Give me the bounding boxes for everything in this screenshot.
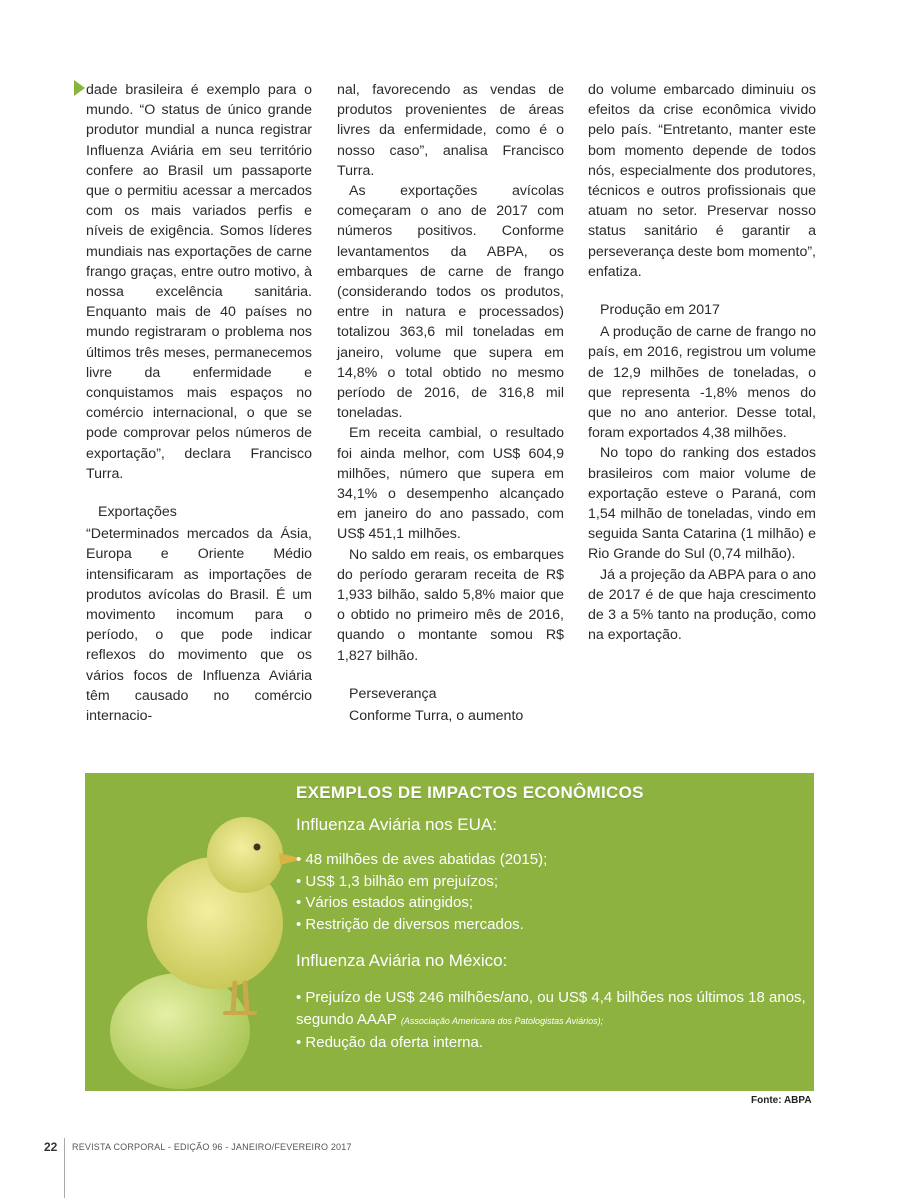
paragraph: Conforme Turra, o aumento	[349, 708, 524, 725]
article-column-1	[86, 80, 312, 726]
egg-shape	[110, 973, 250, 1089]
article-column-3	[588, 80, 816, 645]
section-heading-producao: Produção em 2017	[600, 302, 720, 319]
box-content	[296, 783, 806, 1054]
section-heading-exportacoes: Exportações	[98, 504, 177, 521]
paragraph: Em receita cambial, o resultado foi ainda melhor, com US$ 604,9 milhões, número que supera em 34,1% o desempenho alcançado em janeiro do ano passado, com US$ 451,1 milhões.	[337, 425, 564, 543]
chick-eye	[254, 844, 261, 851]
list-item	[296, 987, 806, 1032]
page-number: 22	[44, 1140, 58, 1154]
paragraph: As exportações avícolas começaram o ano de 2017 com números positivos. Conforme levantamentos da ABPA, os embarques de carne de frango (considerando todos os produtos, entre in natura e processados) totalizou 363,6 mil toneladas em janeiro, volume que supera em 14,8% o total obtido no mesmo período de 2016, de 316,8 mil toneladas.	[337, 183, 564, 422]
list-item-note: (Associação Americana dos Patologistas Aviários);	[400, 1015, 604, 1026]
paragraph-marker-icon	[74, 80, 85, 96]
list-item-text: • Prejuízo de US$ 246 milhões/ano, ou US$ 4,4 bilhões nos últimos 18 anos, segundo AAAP	[296, 989, 806, 1028]
source-credit: Fonte: ABPA	[751, 1095, 812, 1106]
box-subtitle-eua: Influenza Aviária nos EUA:	[296, 815, 497, 834]
paragraph: No topo do ranking dos estados brasileiros com maior volume de exportação esteve o Paraná, com 1,54 milhão de toneladas, vindo em seguida Santa Catarina (1 milhão) e Rio Grande do Sul (0,74 milhão).	[588, 445, 816, 563]
box-title: EXEMPLOS DE IMPACTOS ECONÔMICOS	[296, 783, 644, 802]
paragraph: nal, favorecendo as vendas de produtos provenientes de áreas livres da enfermidade, como é o nosso caso”, analisa Francisco Turra.	[337, 82, 564, 179]
chick-head	[207, 817, 283, 893]
article-column-2	[337, 80, 564, 726]
list-item: • Redução da oferta interna.	[296, 1034, 484, 1051]
impact-list-eua	[296, 849, 806, 935]
list-item: • 48 milhões de aves abatidas (2015);	[296, 851, 548, 868]
economic-impacts-box	[85, 773, 814, 1091]
paragraph: No saldo em reais, os embarques do período geraram receita de R$ 1,933 bilhão, saldo 5,8% maior que o obtido no primeiro mês de 2016, quando o montante somou R$ 1,827 bilhão.	[337, 546, 564, 664]
list-item: • Restrição de diversos mercados.	[296, 915, 524, 933]
footer-divider	[64, 1138, 65, 1198]
footer-publication-info: REVISTA CORPORAL - EDIÇÃO 96 - JANEIRO/FEVEREIRO 2017	[72, 1142, 352, 1152]
box-subtitle-mexico: Influenza Aviária no México:	[296, 951, 508, 970]
paragraph: dade brasileira é exemplo para o mundo. “O status de único grande produtor mundial a nunca registrar Influenza Aviária em seu território confere ao Brasil um passaporte que o permitiu acessar a mercados com os mais variados perfis e níveis de exigência. Somos líderes mundiais nas exportações de carne frango graças, entre outro motivo, à nossa excelência sanitária. Enquanto mais de 40 países no mundo registraram o problema nos últimos três meses, permanecemos livre da enfermidade e conquistamos mais espaços no comércio internacional, o que se pode comprovar pelos números de exportação”, declara Francisco Turra.	[86, 82, 312, 482]
list-item: • Vários estados atingidos;	[296, 894, 474, 911]
list-item: • US$ 1,3 bilhão em prejuízos;	[296, 872, 499, 890]
paragraph: do volume embarcado diminuiu os efeitos da crise econômica vivido pelo país. “Entretanto, manter este bom momento depende de todos nós, especialmente dos produtores, técnicos e outros profissionais que atuam no setor. Preservar nosso status sanitário é garantir a perseverança deste bom momento”, enfatiza.	[588, 82, 816, 280]
section-heading-perseveranca: Perseverança	[349, 685, 437, 702]
impact-list-mexico	[296, 987, 806, 1054]
paragraph: Já a projeção da ABPA para o ano de 2017 é de que haja crescimento de 3 a 5% tanto na produção, como na exportação.	[588, 566, 816, 644]
paragraph: A produção de carne de frango no país, em 2016, registrou um volume de 12,9 milhões de toneladas, o que representa -1,8% menos do que no ano anterior. Desse total, foram exportados 4,38 milhões.	[588, 324, 816, 442]
paragraph: “Determinados mercados da Ásia, Europa e Oriente Médio intensificaram as importações de produtos avícolas do Brasil. É um movimento incomum para o período, o que pode indicar reflexos do movimento que os vários focos de Influenza Aviária têm causado no comércio internacio-	[86, 526, 312, 725]
